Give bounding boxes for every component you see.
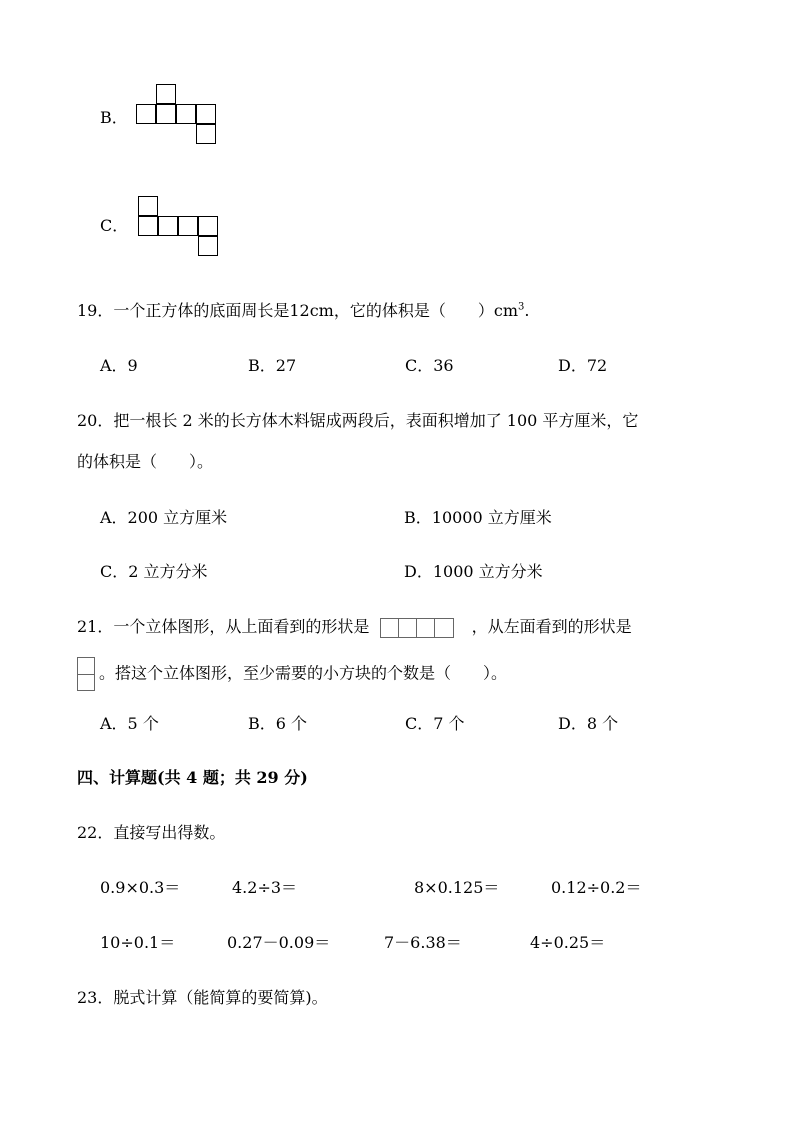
q22-row1-item4: 0.12÷0.2＝ <box>551 878 642 897</box>
net-square <box>178 216 198 236</box>
q22-row2-item4: 4÷0.25＝ <box>530 933 606 952</box>
q21-stem-part2: ，从左面看到的形状是 <box>471 617 632 636</box>
net-square <box>156 104 176 124</box>
q19-option-a: A．9 <box>100 356 138 375</box>
q20-stem-line1: 20．把一根长 2 米的长方体木料锯成两段后，表面积增加了 100 平方厘米，它 <box>77 411 639 430</box>
q22-row1-item1: 0.9×0.3＝ <box>100 878 181 897</box>
q22-stem: 22．直接写出得数。 <box>77 823 226 842</box>
q21-stem-part1: 21．一个立体图形，从上面看到的形状是 <box>77 617 370 636</box>
q20-option-a: A．200 立方厘米 <box>100 508 228 527</box>
net-square <box>158 216 178 236</box>
net-square <box>198 216 218 236</box>
q21-option-d: D．8 个 <box>558 714 619 733</box>
net-square <box>196 104 216 124</box>
q23-stem: 23．脱式计算（能简算的要简算)。 <box>77 988 328 1007</box>
q19-stem-text: 19．一个正方体的底面周长是12cm，它的体积是（ ）cm <box>77 301 518 320</box>
net-square <box>138 216 158 236</box>
net-square <box>176 104 196 124</box>
q21-stem-line2-text: 。搭这个立体图形，至少需要的小方块的个数是（ ）。 <box>99 663 508 683</box>
q21-stem-line2 <box>77 657 507 691</box>
q22-row2-item2: 0.27－0.09＝ <box>227 933 331 952</box>
q19-stem-superscript: 3 <box>518 301 525 313</box>
top-view-figure <box>380 618 454 638</box>
q20-option-c: C．2 立方分米 <box>100 562 208 581</box>
net-square <box>196 124 216 144</box>
q22-row1-item2: 4.2÷3＝ <box>232 878 298 897</box>
q22-row1-item3: 8×0.125＝ <box>414 878 500 897</box>
net-square <box>136 104 156 124</box>
q19-option-c: C．36 <box>405 356 454 375</box>
q21-option-c: C．7 个 <box>405 714 465 733</box>
q20-option-d: D．1000 立方分米 <box>404 562 543 581</box>
q18-option-b-label: B． <box>100 108 128 127</box>
q20-option-b: B．10000 立方厘米 <box>404 508 552 527</box>
q22-row2-item3: 7－6.38＝ <box>384 933 462 952</box>
q22-row2-item1: 10÷0.1＝ <box>100 933 176 952</box>
q20-stem-line2: 的体积是（ ）。 <box>77 452 214 471</box>
net-square <box>156 84 176 104</box>
q21-stem-line1 <box>77 616 632 638</box>
net-square <box>138 196 158 216</box>
q19-option-b: B．27 <box>248 356 297 375</box>
q19-stem <box>77 300 529 322</box>
q19-stem-end: . <box>524 301 530 320</box>
q21-option-a: A．5 个 <box>100 714 159 733</box>
q19-option-d: D．72 <box>558 356 608 375</box>
q18-option-c-label: C． <box>100 216 129 235</box>
section-4-title: 四、计算题(共 4 题；共 29 分) <box>77 768 308 787</box>
net-square <box>198 236 218 256</box>
q21-option-b: B．6 个 <box>248 714 308 733</box>
left-view-figure <box>77 657 95 691</box>
